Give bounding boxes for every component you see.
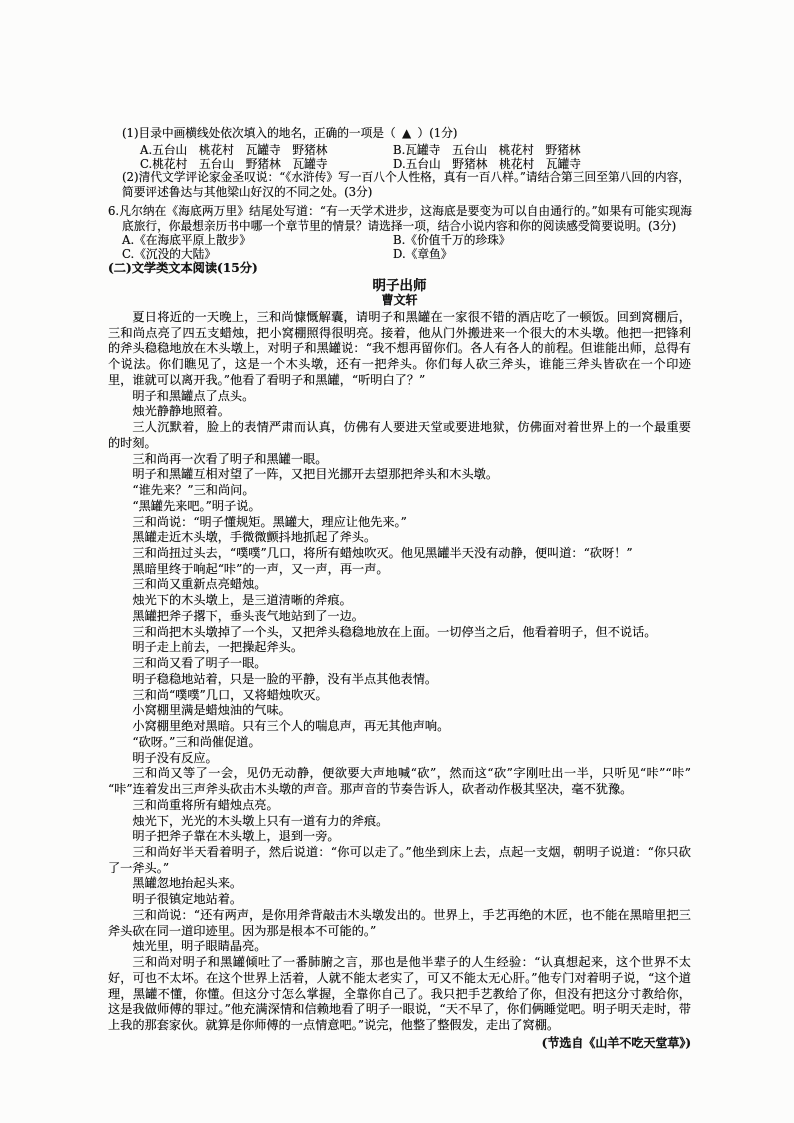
article-paragraph: 明子没有反应。 — [132, 750, 218, 765]
question-1-score: ）(1分) — [417, 126, 458, 140]
question-1-option-b: B.瓦罐寺 五台山 桃花村 野猪林 — [393, 143, 581, 157]
article-paragraph: “砍呀。”三和尚催促道。 — [132, 734, 261, 749]
question-6-option-c: C.《沉没的大陆》 — [122, 247, 217, 261]
article-title: 明子出师 — [372, 278, 427, 294]
article-paragraph: 明子很镇定地站着。 — [132, 892, 243, 907]
article-paragraph: 夏日将近的一天晚上，三和尚慷慨解囊，请明子和黑罐在一家很不错的酒店吃了一顿饭。回到窝棚后，三和尚点亮了四五支蜡烛，把小窝棚照得很明亮。接着，他从门外搬进来一个很大的木头墩。他把一把锋利的斧头稳稳地放在木头墩上，对明子和黑罐说：“我不想再留你们。各人有各人的前程。但谁能出师，总得有个说法。你们瞧见了，这是一个木头墩，还有一把斧头。你们每人砍三斧头，谁能三斧头皆砍在一个印迹里，谁就可以离开我。”他看了看明子和黑罐，“听明白了？” — [108, 310, 691, 387]
article-source: (节选自《山羊不吃天堂草》) — [541, 1035, 691, 1050]
article-paragraph: 明子把斧子靠在木头墩上，退到一旁。 — [132, 829, 340, 844]
article-paragraph: 三和尚扭过头去，“噗噗”几口，将所有蜡烛吹灭。他见黑罐半天没有动静，便叫道：“砍呀！” — [132, 546, 633, 561]
article-paragraph: 三和尚又等了一会，见仍无动静，便欲要大声地喊“砍”，然而这“砍”字刚吐出一半，只听见“咔”“咔”“咔”连着发出三声斧头砍击木头墩的声音。那声音的节奏告诉人，砍者动作极其坚决，毫不犹豫。 — [108, 766, 691, 797]
article-paragraph: 黑罐走近木头墩，手微微颤抖地抓起了斧头。 — [132, 530, 377, 545]
article-paragraph: “谁先来？”三和尚问。 — [132, 483, 255, 498]
article-paragraph: 小窝棚里绝对黑暗。只有三个人的喘息声，再无其他声响。 — [132, 719, 450, 734]
article-paragraph: 三和尚说：“还有两声，是你用斧背敲击木头墩发出的。世界上，手艺再绝的木匠，也不能在黑暗里把三斧头砍在同一道印迹里。因为那是根本不可能的。” — [108, 907, 691, 938]
question-1-stem — [122, 126, 690, 141]
article-paragraph: 黑暗里终于响起“咔”的一声，又一声，再一声。 — [132, 561, 389, 576]
article-paragraph: 明子稳稳地站着，只是一脸的平静，没有半点其他表情。 — [132, 671, 438, 686]
article-paragraph: 烛光里，明子眼睛晶亮。 — [132, 939, 267, 954]
question-6-option-a: A.《在海底平原上散步》 — [122, 233, 252, 247]
article-paragraph: 明子和黑罐互相对望了一阵，又把目光挪开去望那把斧头和木头墩。 — [132, 467, 499, 482]
question-1-option-a: A.五台山 桃花村 瓦罐寺 野猪林 — [140, 143, 328, 157]
article-paragraph: “黑罐先来吧。”明子说。 — [132, 498, 261, 513]
article-paragraph: 明子走上前去，一把操起斧头。 — [132, 640, 304, 655]
article-paragraph: 烛光静静地照着。 — [132, 404, 230, 419]
question-6-option-d: D.《章鱼》 — [393, 247, 453, 261]
article-paragraph: 三和尚把木头墩掉了一个头，又把斧头稳稳地放在上面。一切停当之后，他看着明子，但不说话。 — [132, 624, 657, 639]
question-6-options — [122, 233, 633, 261]
article-paragraph: 烛光下的木头墩上，是三道清晰的斧痕。 — [132, 593, 352, 608]
article-paragraph: 三和尚说：“明子懂规矩。黑罐大，理应让他先来。” — [132, 514, 407, 529]
question-1-option-d: D.五台山 野猪林 桃花村 瓦罐寺 — [393, 157, 581, 171]
triangle-marker-icon: ▲ — [402, 126, 412, 140]
article-paragraph: 三和尚“噗噗”几口，又将蜡烛吹灭。 — [132, 687, 328, 702]
article-paragraph: 烛光下，光光的木头墩上只有一道有力的斧痕。 — [132, 813, 389, 828]
section-heading: (二)文学类文本阅读(15分) — [108, 261, 258, 275]
article — [108, 310, 691, 1050]
article-paragraph: 三和尚对明子和黑罐倾吐了一番肺腑之言，那也是他半辈子的人生经验：“认真想起来，这个世界不太好，可也不太坏。在这个世界上活着，人就不能太老实了，可又不能太无心肝。”他专门对着明子说，“这个道理，黑罐不懂，你懂。但这分寸怎么掌握，全靠你自己了。我只把手艺教给了你，但没有把这分寸教给你，这是我做师傅的罪过。”他充满深情和信赖地看了明子一眼说，“天不早了，你们俩睡觉吧。明子明天走时，带上我的那套家伙。就算是你师傅的一点情意吧。”说完，他整了整假发，走出了窝棚。 — [108, 955, 691, 1033]
question-1-stem-text: (1)目录中画横线处依次填入的地名，正确的一项是（ — [122, 126, 396, 140]
question-1-options — [140, 143, 633, 171]
article-paragraph: 三和尚好半天看着明子，然后说道：“你可以走了。”他坐到床上去，点起一支烟，朝明子说道：“你只砍了一斧头。” — [108, 844, 691, 875]
article-paragraph: 三人沉默着，脸上的表情严肃而认真，仿佛有人要进天堂或要进地狱，仿佛面对着世界上的一个最重要的时刻。 — [108, 420, 691, 450]
article-paragraph: 小窝棚里满是蜡烛油的气味。 — [132, 703, 291, 718]
article-paragraph: 三和尚又看了明子一眼。 — [132, 656, 267, 671]
article-paragraph: 黑罐把斧子撂下，垂头丧气地站到了一边。 — [132, 608, 364, 623]
article-paragraph: 三和尚又重新点亮蜡烛。 — [132, 577, 267, 592]
question-6-option-b: B.《价值千万的珍珠》 — [393, 233, 511, 247]
article-paragraph: 三和尚重将所有蜡烛点亮。 — [132, 797, 279, 812]
article-paragraph: 黑罐忽地抬起头来。 — [132, 876, 243, 891]
article-body — [108, 310, 691, 1034]
article-author: 曹文轩 — [381, 293, 418, 307]
article-paragraph: 明子和黑罐点了点头。 — [132, 388, 255, 403]
article-paragraph: 三和尚再一次看了明子和黑罐一眼。 — [132, 451, 328, 466]
question-2-text: (2)清代文学评论家金圣叹说：“《水浒传》写一百八个人性格，真有一百八样。”请结合第三回至第八回的内容，简要评述鲁达与其他梁山好汉的不同之处。(3分) — [122, 170, 690, 199]
question-1-option-c: C.桃花村 五台山 野猪林 瓦罐寺 — [140, 157, 328, 171]
question-6-text: 6.凡尔纳在《海底两万里》结尾处写道：“有一天学术进步，这海底是要变为可以自由通行的。”如果有可能实现海底旅行，你最想亲历书中哪一个章节里的情景？请选择一项，结合小说内容和你的阅读感受简要说明。(3分) — [108, 203, 692, 233]
